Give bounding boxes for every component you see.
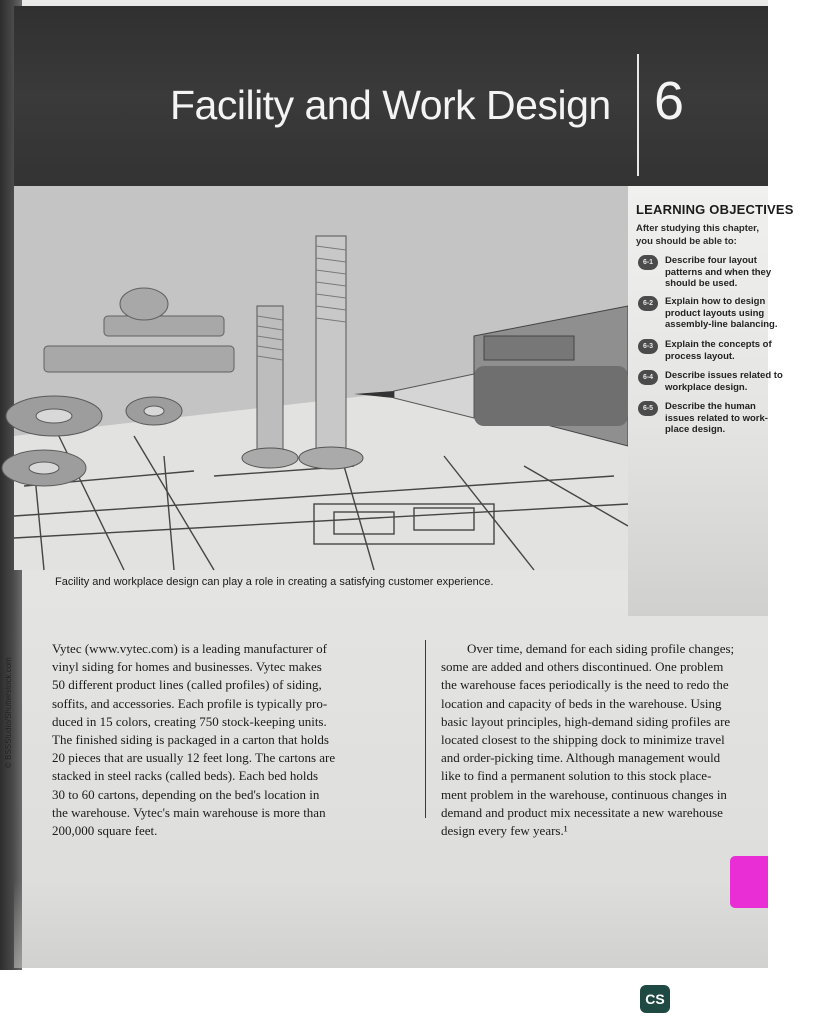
body-line: basic layout principles, high-demand siding profiles are	[441, 713, 731, 729]
scanner-app-logo: CS	[640, 985, 670, 1013]
body-line: and order-picking time. Although management would	[441, 750, 721, 766]
objective-line: Describe the human	[665, 401, 756, 412]
body-line: the warehouse faces periodically is the need to redo the	[441, 677, 729, 693]
body-line: ment problem in the warehouse, continuous changes in	[441, 786, 727, 802]
objective-text	[665, 255, 815, 290]
objective-line: workplace design.	[665, 381, 748, 393]
bolts-blueprint-illustration	[14, 186, 628, 570]
body-line: like to find a permanent solution to this stock place-	[441, 768, 712, 784]
body-line: located closest to the shipping dock to minimize travel	[441, 731, 725, 747]
body-line: the warehouse. Vytec's main warehouse is more than	[52, 804, 326, 820]
body-line: The finished siding is packaged in a carton that holds	[52, 731, 329, 747]
body-line: 20 pieces that are usually 12 feet long. The cartons are	[52, 750, 336, 766]
objective-number-badge: 6-5	[638, 401, 658, 416]
body-line: 200,000 square feet.	[52, 822, 158, 838]
objective-line: Explain how to design	[665, 296, 766, 307]
learning-objectives-panel	[628, 186, 794, 616]
pink-sticky-tab	[730, 856, 768, 908]
intro-line: After studying this chapter,	[636, 223, 759, 234]
chapter-photo	[14, 186, 628, 570]
objective-line: Describe issues related to	[665, 370, 783, 381]
objective-number-badge: 6-4	[638, 370, 658, 385]
objective-line: Explain the concepts of	[665, 339, 772, 350]
body-line: Vytec (www.vytec.com) is a leading manufacturer of	[52, 641, 327, 656]
photo-credit	[4, 754, 5, 768]
objective-number-badge: 6-3	[638, 339, 658, 354]
title-divider	[637, 54, 639, 176]
learning-objectives-intro	[636, 222, 806, 248]
objective-line: place design.	[665, 424, 726, 435]
body-line: duced in 15 colors, creating 750 stock-keeping units.	[52, 713, 327, 729]
body-line: location and capacity of beds in the warehouse. Using	[441, 695, 722, 711]
photo-caption: Facility and workplace design can play a role in creating a satisfying customer experience.	[55, 576, 494, 588]
objective-line: Describe four layout	[665, 255, 757, 266]
column-divider	[425, 640, 426, 818]
objective-text	[665, 339, 815, 362]
objective-text	[665, 401, 815, 436]
objective-line: patterns and when they	[665, 266, 772, 278]
learning-objectives-heading: LEARNING OBJECTIVES	[636, 202, 794, 217]
body-column-left	[52, 640, 412, 840]
objective-line: should be used.	[665, 278, 738, 289]
body-line: design every few years.¹	[441, 822, 568, 838]
objective-number-badge: 6-2	[638, 296, 658, 311]
objective-line: issues related to work-	[665, 412, 768, 424]
body-line: vinyl siding for homes and businesses. Vytec makes	[52, 659, 322, 675]
objective-line: product layouts using	[665, 307, 765, 319]
chapter-number: 6	[654, 71, 685, 131]
objective-text	[665, 370, 815, 393]
body-line: stacked in steel racks (called beds). Each bed holds	[52, 768, 319, 784]
body-line: soffits, and accessories. Each profile is typically pro-	[52, 695, 328, 711]
body-line: some are added and others discontinued. One problem	[441, 659, 724, 675]
body-line: Over time, demand for each siding profile changes;	[467, 641, 735, 656]
body-line: 30 to 60 cartons, depending on the bed's location in	[52, 786, 320, 802]
chapter-title: Facility and Work Design	[170, 82, 611, 128]
body-line: demand and product mix necessitate a new warehouse	[441, 804, 723, 820]
intro-line: you should be able to:	[636, 236, 737, 247]
objective-line: assembly-line balancing.	[665, 319, 778, 330]
page-bottom-shadow	[14, 880, 768, 968]
body-line: 50 different product lines (called profiles) of siding,	[52, 677, 322, 693]
body-column-right	[441, 640, 801, 840]
objective-line: process layout.	[665, 350, 735, 362]
objective-number-badge: 6-1	[638, 255, 658, 270]
objective-text	[665, 296, 815, 331]
